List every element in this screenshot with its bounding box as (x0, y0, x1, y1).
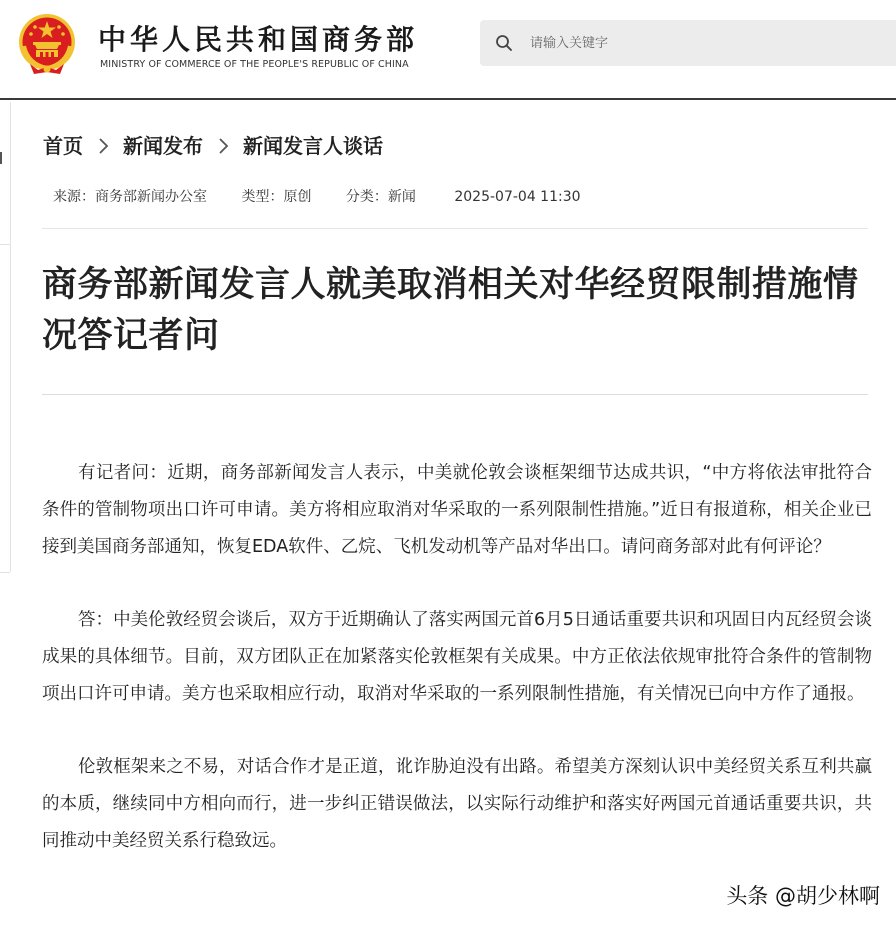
search-input[interactable] (526, 28, 884, 58)
breadcrumb (43, 130, 383, 158)
article-paragraph: 答：中美伦敦经贸会谈后，双方于近期确认了落实两国元首6月5日通话重要共识和巩固日内瓦经贸会谈成果的具体细节。目前，双方团队正在加紧落实伦敦框架有关成果。中方正依法依规审批符合条件的管制物项出口许可申请。美方也采取相应行动，取消对华采取的一系列限制性措施，有关情况已向中方作了通报。 (42, 610, 872, 704)
search-box (480, 20, 896, 66)
article-paragraph: 有记者问：近期，商务部新闻发言人表示，中美就伦敦会谈框架细节达成共识，“中方将依法审批符合条件的管制物项出口许可申请。美方将相应取消对华采取的一系列限制性措施。”近日有报道称，相关企业已接到美国商务部通知，恢复EDA软件、乙烷、飞机发动机等产品对华出口。请问商务部对此有何评论？ (42, 463, 872, 557)
national-emblem-icon[interactable] (16, 12, 78, 78)
meta-type: 类型：原创 (241, 189, 312, 205)
meta-source: 来源：商务部新闻办公室 (53, 189, 207, 205)
meta-divider (42, 228, 868, 229)
breadcrumb-spokesperson-remarks[interactable]: 新闻发言人谈话 (243, 133, 383, 158)
article-paragraph: 伦敦框架来之不易，对话合作才是正道，讹诈胁迫没有出路。希望美方深刻认识中美经贸关系互利共赢的本质，继续同中方相向而行，进一步纠正错误做法，以实际行动维护和落实好两国元首通话重要共识，共同推动中美经贸关系行稳致远。 (42, 757, 872, 851)
chevron-right-icon (83, 132, 123, 156)
site-name[interactable]: 中华人民共和国商务部 (98, 23, 419, 56)
breadcrumb-home[interactable]: 首页 (43, 133, 83, 158)
article-title: 商务部新闻发言人就美取消相关对华经贸限制措施情况答记者问 (42, 265, 859, 356)
left-sidebar-marker (0, 152, 2, 164)
article-meta (53, 186, 581, 206)
meta-date: 2025-07-04 11:30 (454, 189, 581, 205)
breadcrumb-news-release[interactable]: 新闻发布 (123, 133, 203, 158)
meta-category: 分类：新闻 (345, 189, 416, 205)
title-divider (42, 394, 868, 395)
toutiao-watermark: 头条 @胡少林啊 (726, 884, 880, 908)
site-name-english: MINISTRY OF COMMERCE OF THE PEOPLE'S REPUBLIC OF CHINA (100, 59, 409, 70)
left-sidebar-border (10, 102, 11, 572)
article-body (42, 455, 872, 896)
left-sidebar-divider (0, 244, 10, 245)
left-sidebar-divider (0, 572, 10, 573)
site-header (0, 0, 896, 98)
search-icon[interactable] (494, 33, 514, 53)
header-divider (0, 98, 896, 100)
chevron-right-icon (203, 132, 243, 156)
